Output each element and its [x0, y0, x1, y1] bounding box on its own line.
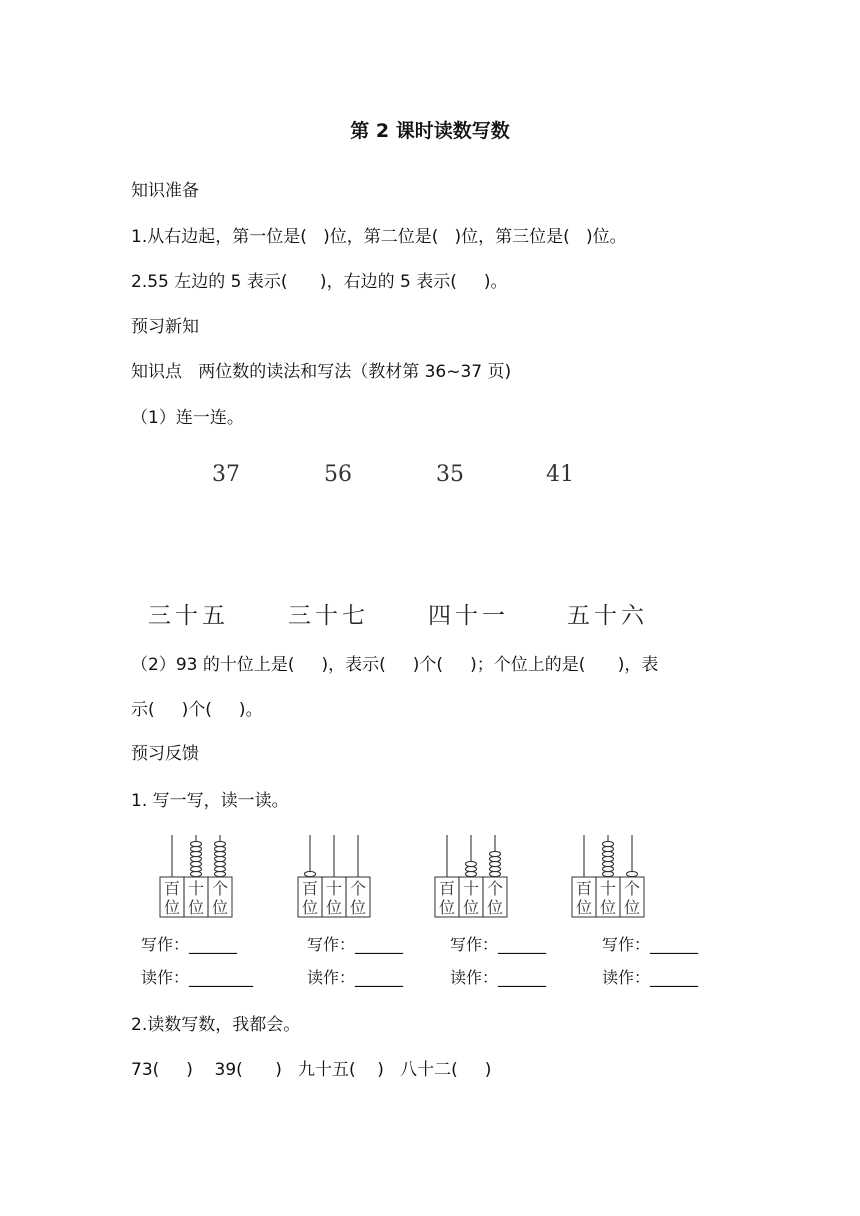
- feedback-question-1: 1. 写一写，读一读。: [131, 791, 289, 811]
- abacus-bead: [603, 851, 614, 856]
- abacus-place-label: 百: [301, 879, 319, 898]
- abacus: [297, 835, 381, 919]
- connect-number: 37: [212, 462, 240, 487]
- write-field-4[interactable]: [602, 932, 698, 955]
- abacus: [159, 835, 243, 919]
- feedback-question-2-items: 73( ) 39( ) 九十五( ) 八十二( ): [131, 1060, 492, 1080]
- abacus: [571, 835, 655, 919]
- abacus-bead: [466, 861, 477, 866]
- abacus-place-label: 位: [486, 898, 504, 917]
- abacus-bead: [215, 861, 226, 866]
- abacus-bead: [466, 871, 477, 876]
- abacus-drawing: [297, 835, 381, 919]
- abacus-place-label: 位: [462, 898, 480, 917]
- knowledge-point: 知识点 两位数的读法和写法（教材第 36~37 页): [131, 362, 512, 382]
- abacus-bead: [490, 851, 501, 856]
- abacus-place-label: 位: [325, 898, 343, 917]
- abacus: [434, 835, 518, 919]
- abacus-bead: [191, 866, 202, 871]
- feedback-question-2: 2.读数写数，我都会。: [131, 1015, 301, 1035]
- abacus-place-label: 位: [599, 898, 617, 917]
- abacus-bead: [490, 866, 501, 871]
- abacus-bead: [603, 871, 614, 876]
- write-label: 写作：: [602, 935, 651, 954]
- abacus-bead: [191, 856, 202, 861]
- abacus-bead: [215, 871, 226, 876]
- question-2-line-2: 示( )个( )。: [131, 700, 263, 720]
- read-field-3[interactable]: [450, 965, 546, 988]
- abacus-place-label: 位: [163, 898, 181, 917]
- abacus-place-label: 百: [163, 879, 181, 898]
- abacus-place-label: 个: [349, 879, 367, 898]
- write-blank: ______: [498, 935, 547, 954]
- write-label: 写作：: [307, 935, 356, 954]
- read-field-1[interactable]: [141, 965, 253, 988]
- abacus-place-label: 个: [211, 879, 229, 898]
- read-field-4[interactable]: [602, 965, 698, 988]
- page-title: 第 2 课时读数写数: [350, 120, 510, 142]
- write-label: 写作：: [450, 935, 499, 954]
- abacus-drawing: [571, 835, 655, 919]
- abacus-drawing: [434, 835, 518, 919]
- abacus-bead: [603, 856, 614, 861]
- abacus-place-label: 百: [438, 879, 456, 898]
- abacus-bead: [191, 861, 202, 866]
- write-field-3[interactable]: [450, 932, 546, 955]
- abacus-bead: [490, 871, 501, 876]
- abacus-place-label: 位: [349, 898, 367, 917]
- abacus-bead: [490, 861, 501, 866]
- write-field-1[interactable]: [141, 932, 237, 955]
- connect-label: （1）连一连。: [131, 408, 244, 428]
- abacus-bead: [603, 861, 614, 866]
- write-blank: ______: [189, 935, 238, 954]
- abacus-bead: [603, 846, 614, 851]
- write-blank: ______: [650, 935, 699, 954]
- abacus-bead: [490, 856, 501, 861]
- abacus-place-label: 位: [623, 898, 641, 917]
- abacus-bead: [191, 846, 202, 851]
- abacus-bead: [603, 841, 614, 846]
- abacus-place-label: 位: [575, 898, 593, 917]
- connect-word: 三十五: [148, 603, 229, 629]
- read-blank: ______: [498, 968, 547, 987]
- abacus-drawing: [159, 835, 243, 919]
- abacus-bead: [215, 856, 226, 861]
- abacus-bead: [215, 866, 226, 871]
- abacus-place-label: 个: [623, 879, 641, 898]
- write-field-2[interactable]: [307, 932, 403, 955]
- abacus-place-label: 位: [187, 898, 205, 917]
- read-label: 读作：: [602, 968, 651, 987]
- read-label: 读作：: [307, 968, 356, 987]
- read-field-2[interactable]: [307, 965, 403, 988]
- connect-word: 五十六: [567, 603, 648, 629]
- abacus-place-label: 个: [486, 879, 504, 898]
- abacus-place-label: 十: [599, 879, 617, 898]
- abacus-bead: [215, 841, 226, 846]
- abacus-bead: [627, 871, 638, 876]
- read-label: 读作：: [450, 968, 499, 987]
- abacus-bead: [215, 851, 226, 856]
- abacus-place-label: 十: [187, 879, 205, 898]
- abacus-bead: [191, 851, 202, 856]
- question-2-line-1: （2）93 的十位上是( )，表示( )个( )；个位上的是( )，表: [131, 655, 659, 675]
- abacus-bead: [215, 846, 226, 851]
- section-heading-feedback: 预习反馈: [131, 744, 199, 764]
- abacus-bead: [191, 871, 202, 876]
- abacus-bead: [305, 871, 316, 876]
- prep-question-2: 2.55 左边的 5 表示( )，右边的 5 表示( )。: [131, 272, 508, 292]
- connect-number: 41: [546, 462, 574, 487]
- abacus-place-label: 位: [301, 898, 319, 917]
- abacus-bead: [191, 841, 202, 846]
- abacus-place-label: 百: [575, 879, 593, 898]
- section-heading-prep: 知识准备: [131, 181, 199, 201]
- read-blank: ______: [650, 968, 699, 987]
- abacus-place-label: 位: [438, 898, 456, 917]
- section-heading-preview: 预习新知: [131, 317, 199, 337]
- abacus-bead: [466, 866, 477, 871]
- connect-number: 56: [324, 462, 352, 487]
- abacus-place-label: 位: [211, 898, 229, 917]
- write-blank: ______: [355, 935, 404, 954]
- connect-word: 三十七: [288, 603, 369, 629]
- connect-number: 35: [436, 462, 464, 487]
- abacus-place-label: 十: [462, 879, 480, 898]
- read-blank: ________: [189, 968, 254, 987]
- prep-question-1: 1.从右边起，第一位是( )位，第二位是( )位，第三位是( )位。: [131, 227, 627, 247]
- abacus-bead: [603, 866, 614, 871]
- read-blank: ______: [355, 968, 404, 987]
- abacus-place-label: 十: [325, 879, 343, 898]
- connect-word: 四十一: [428, 603, 509, 629]
- read-label: 读作：: [141, 968, 190, 987]
- write-label: 写作：: [141, 935, 190, 954]
